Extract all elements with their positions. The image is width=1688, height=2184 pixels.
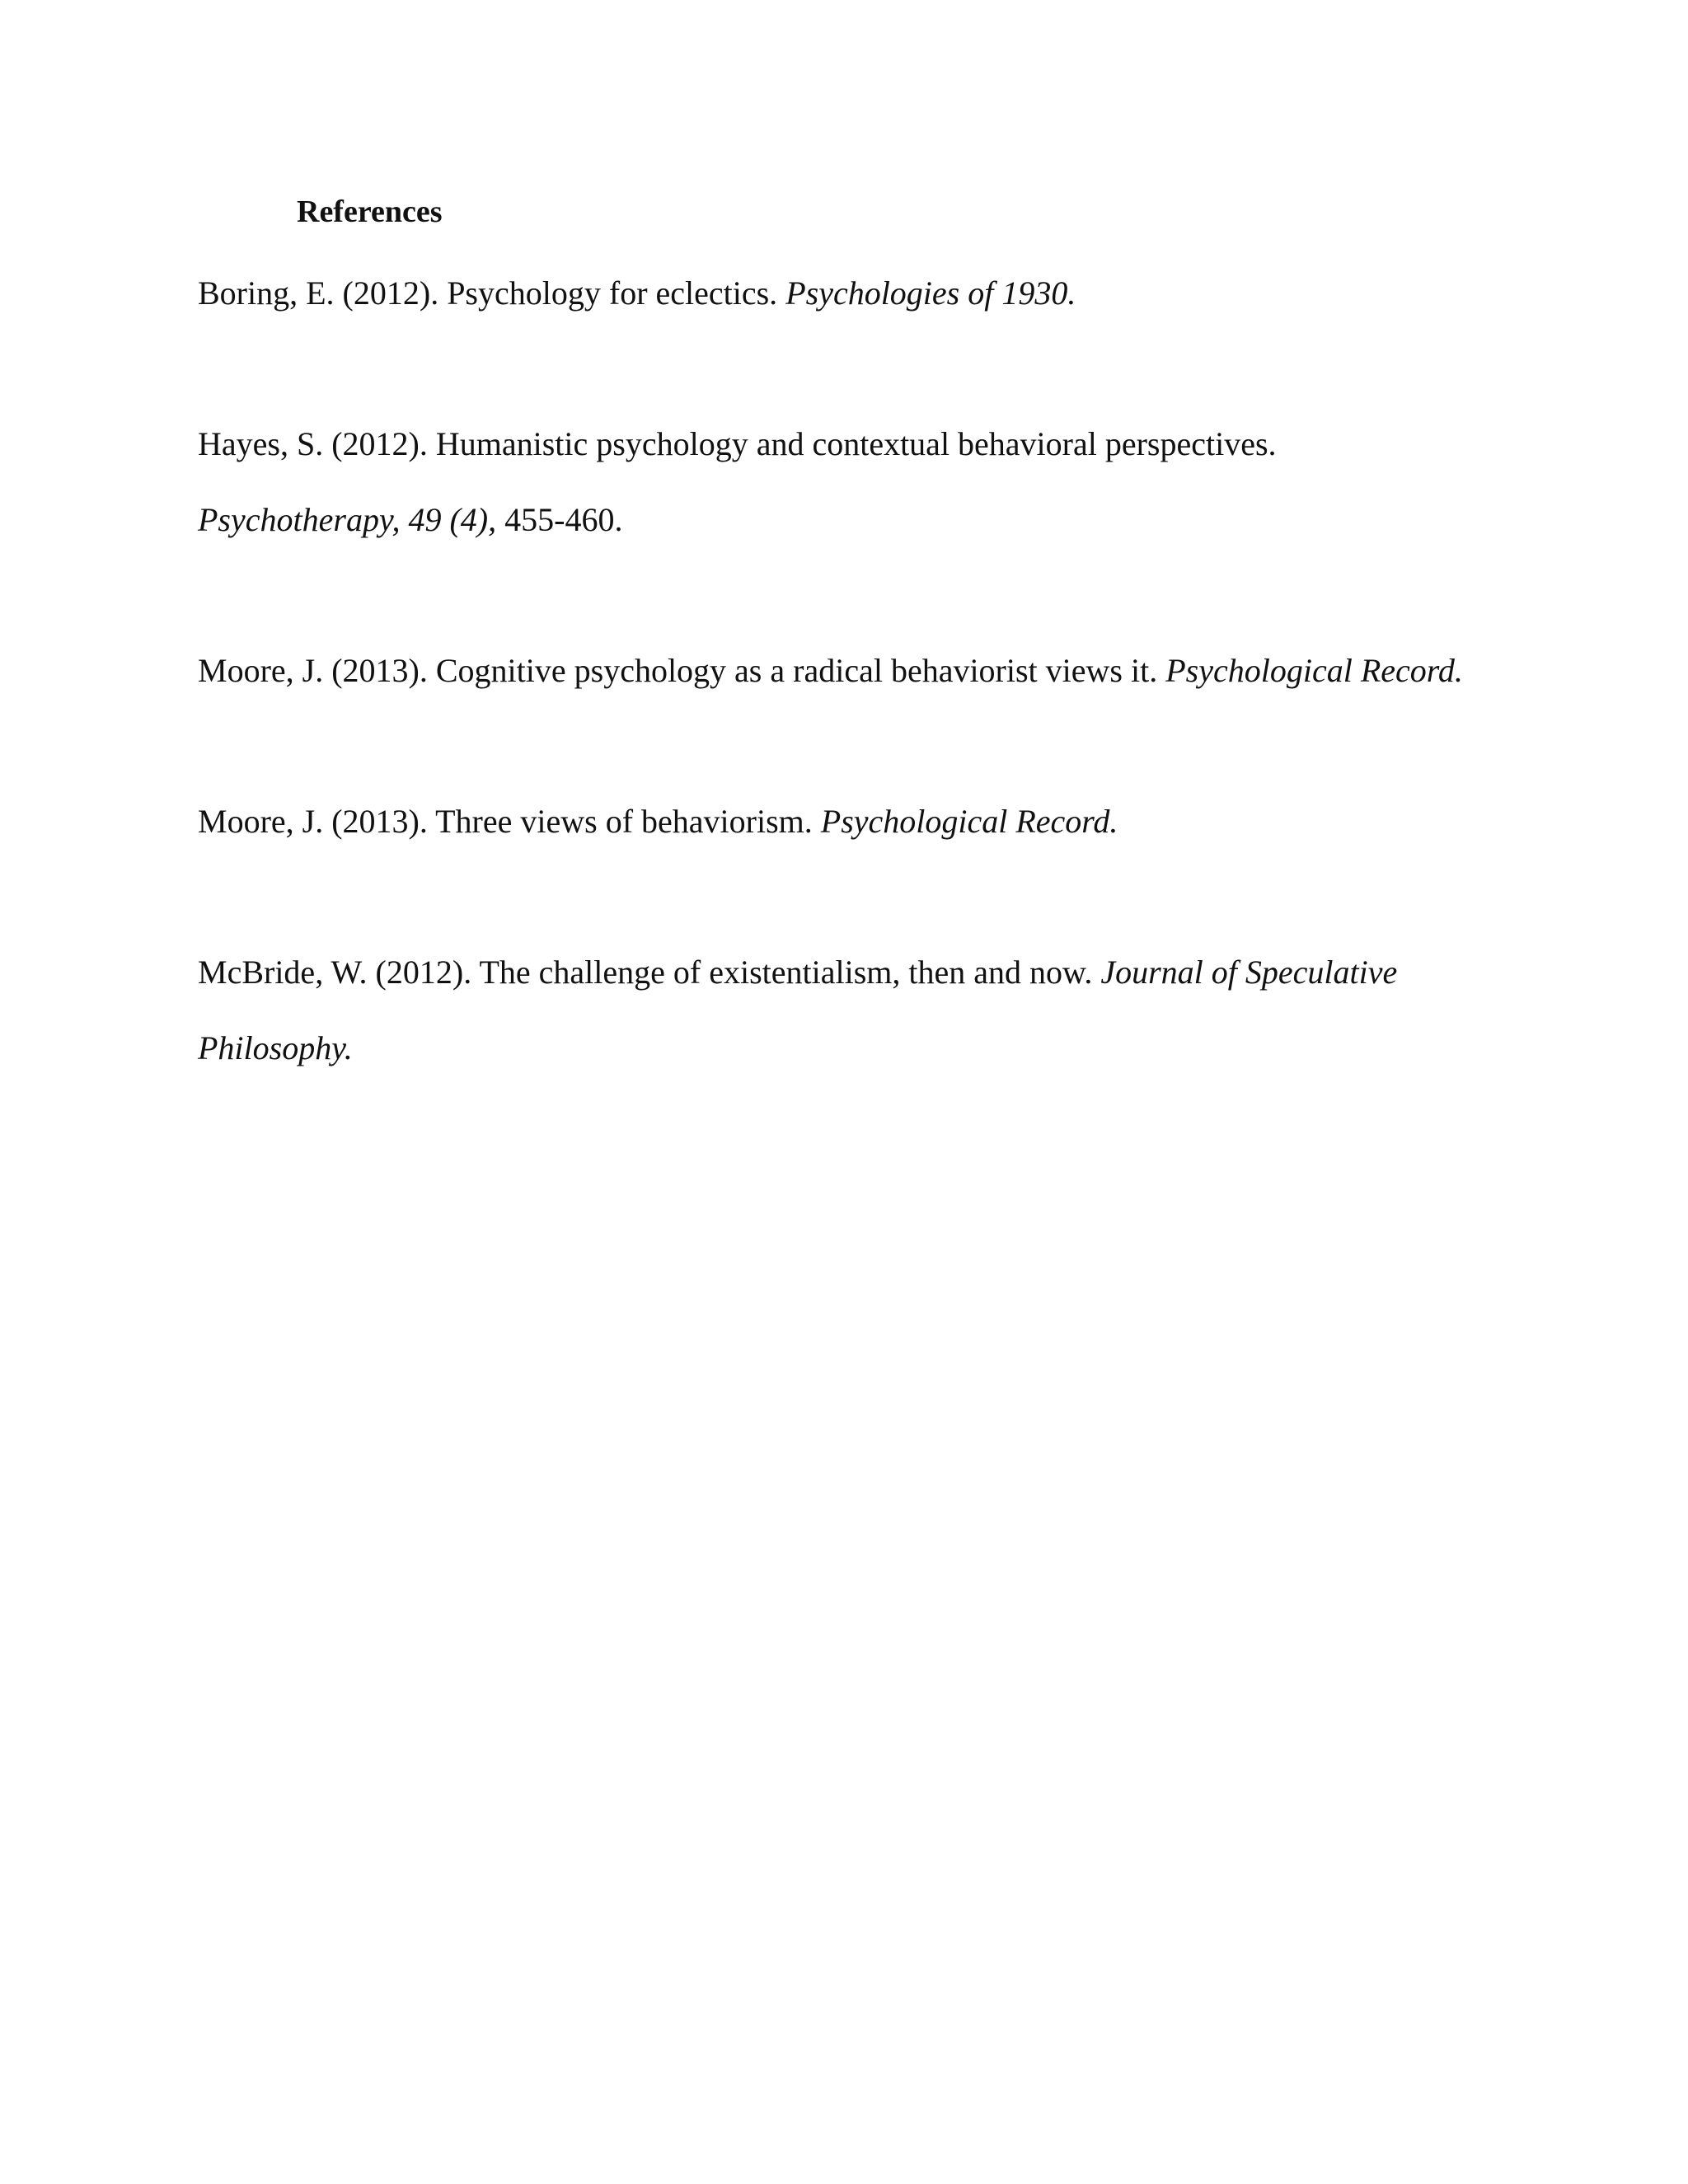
- reference-entry: [198, 633, 1517, 709]
- reference-entry: [198, 255, 1517, 331]
- reference-line: McBride, W. (2012). The challenge of existentialism, then and now. Journal of Speculative: [198, 954, 1398, 991]
- reference-line: Boring, E. (2012). Psychology for eclectics. Psychologies of 1930.: [198, 274, 1076, 312]
- reference-line: Moore, J. (2013). Three views of behaviorism. Psychological Record.: [198, 803, 1118, 840]
- reference-line: Psychotherapy, 49 (4), 455-460.: [198, 501, 623, 538]
- reference-line: Philosophy.: [198, 1029, 353, 1066]
- reference-entry: [198, 935, 1517, 1086]
- reference-line: Moore, J. (2013). Cognitive psychology as a radical behaviorist views it. Psychological Record.: [198, 652, 1463, 689]
- reference-entry: [198, 406, 1517, 558]
- references-heading: References: [297, 194, 443, 229]
- reference-entry: [198, 784, 1517, 860]
- reference-line: Hayes, S. (2012). Humanistic psychology and contextual behavioral perspectives.: [198, 425, 1277, 462]
